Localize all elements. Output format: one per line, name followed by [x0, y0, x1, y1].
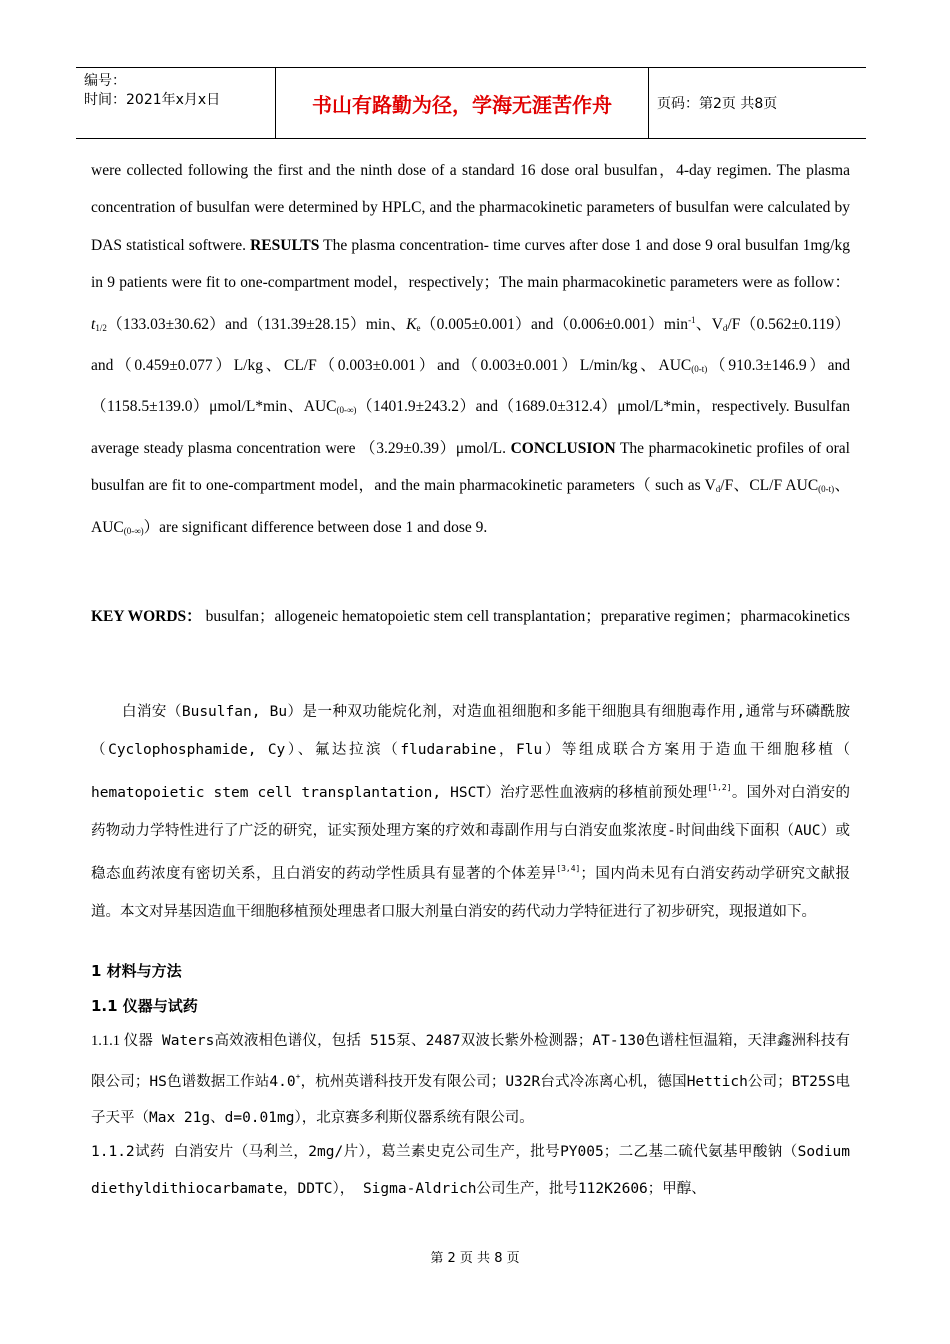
instruments-text: Waters高效液相色谱仪，包括 515泵、2487双波长紫外检测器；AT-130色谱柱恒温箱，天津鑫洲科技有限公司；HS色谱数据工作站4.0 — [91, 1033, 850, 1090]
version-superscript: + — [295, 1072, 301, 1081]
abstract-text: /F（0.562±0.119）and（0.459±0.077）L/kg、CL/F（0.003±0.001）and（0.003±0.001）L/min/kg、AUC — [91, 315, 851, 375]
abstract-text: （133.03±30.62）and（131.39±28.15）min、 — [106, 315, 407, 333]
header-time: 时间：2021年x月x日 — [84, 92, 221, 108]
reagents-text: 白消安片（马利兰，2mg/片），葛兰素史克公司生产，批号PY005；二乙基二硫代氨基甲酸钠（Sodium diethyldithiocarbamate，DDTC）， Sigma-Aldrich公司生产，批号112K2606；甲醇、 — [91, 1144, 850, 1197]
english-abstract — [91, 152, 850, 550]
conclusion-label: CONCLUSION — [510, 439, 616, 457]
auc-subscript: (0-t) — [691, 364, 708, 375]
citation: [1,2] — [707, 783, 732, 792]
auc-subscript: (0-∞) — [123, 525, 144, 536]
auc-subscript: (0-t) — [818, 484, 835, 495]
t-half-symbol: t — [91, 315, 96, 333]
abstract-text: /F、CL/F AUC — [720, 477, 819, 495]
header-meta — [76, 68, 276, 138]
ke-symbol: K — [406, 315, 417, 333]
abstract-text: ）are significant difference between dose 1 and dose 9. — [143, 518, 488, 536]
keywords — [91, 598, 850, 635]
keywords-text: busulfan；allogeneic hematopoietic stem cell transplantation；preparative regimen；pharmacokinetics — [201, 608, 850, 625]
abstract-text: were collected following the first and the ninth dose of a standard 16 dose oral busulfan，4-day regimen. The plasma concentration of busulfan were determined by HPLC, and the pharmacokinetic parameters of busulfan were calculated by DAS statistical softwere. — [91, 162, 850, 254]
reagents-label: 1.1.2试药 — [91, 1144, 165, 1160]
abstract-text: 、AUC — [91, 477, 850, 536]
results-label: RESULTS — [250, 236, 320, 254]
citation: [3,4] — [556, 864, 581, 873]
header-number: 编号： — [84, 73, 126, 89]
document-header — [76, 67, 866, 139]
t-half-subscript: 1/2 — [95, 322, 107, 333]
header-page-number: 页码：第2页 共8页 — [657, 96, 778, 112]
instruments-label: 1.1.1 仪器 — [91, 1033, 154, 1049]
abstract-text: 、V — [695, 315, 723, 333]
instruments-paragraph — [91, 1023, 850, 1136]
abstract-text: （1401.9±243.2）and（1689.0±312.4）μmol/L*min，respectively. Busulfan average steady plasma concentration were （3.29±0.39）μmol/L. — [91, 398, 851, 457]
vd-subscript: d — [722, 322, 728, 333]
abstract-text: The plasma concentration- time curves after dose 1 and dose 9 oral busulfan 1mg/kg in 9 patients were fit to one-compartment model，respectively；The main pharmacokinetic parameters were as follow： — [91, 236, 850, 292]
keywords-label: KEY WORDS： — [91, 608, 202, 625]
intro-text: ；国内尚未见有白消安药动学研究文献报道。本文对异基因造血干细胞移植预处理患者口服大剂量白消安的药代动力学特征进行了初步研究，现报道如下。 — [91, 866, 851, 920]
instruments-text: ，杭州英谱科技开发有限公司；U32R台式冷冻离心机，德国Hettich公司；BT25S电子天平（Max 21g、d=0.01mg），北京赛多利斯仪器系统有限公司。 — [91, 1074, 850, 1126]
reagents-paragraph — [91, 1134, 850, 1208]
vd-subscript: d — [715, 484, 721, 495]
ke-subscript: e — [416, 322, 421, 333]
intro-text: 白消安（Busulfan, Bu）是一种双功能烷化剂，对造血祖细胞和多能干细胞具有细胞毒作用,通常与环磷酰胺（Cyclophosphamide, Cy）、氟达拉滨（fludarabine，Flu）等组成联合方案用于造血干细胞移植（ hematopoietic stem cell transplantation, HSCT）治疗恶性血液病的移植前预处理 — [91, 704, 850, 801]
header-motto: 书山有路勤为径，学海无涯苦作舟 — [276, 68, 649, 138]
introduction-paragraph — [91, 694, 850, 931]
abstract-text: （910.3±146.9）and（1158.5±139.0）μmol/L*min、AUC — [91, 357, 850, 416]
intro-text: 。国外对白消安的药物动力学特性进行了广泛的研究，证实预处理方案的疗效和毒副作用与白消安血浆浓度-时间曲线下面积（AUC）或稳态血药浓度有密切关系，且白消安的药动学性质具有显著的个体差异 — [91, 785, 850, 882]
abstract-text: （0.005±0.001）and（0.006±0.001）min — [420, 315, 689, 333]
page-footer: 第 2 页 共 8 页 — [430, 1251, 520, 1266]
min-superscript: -1 — [688, 314, 696, 325]
section-heading: 1 材料与方法 — [91, 962, 182, 980]
auc-subscript: (0-∞) — [336, 405, 357, 416]
subsection-heading: 1.1 仪器与试药 — [91, 997, 198, 1015]
abstract-text: The pharmacokinetic profiles of oral busulfan are fit to one-compartment model，and the main pharmacokinetic parameters（ such as V — [91, 439, 850, 495]
